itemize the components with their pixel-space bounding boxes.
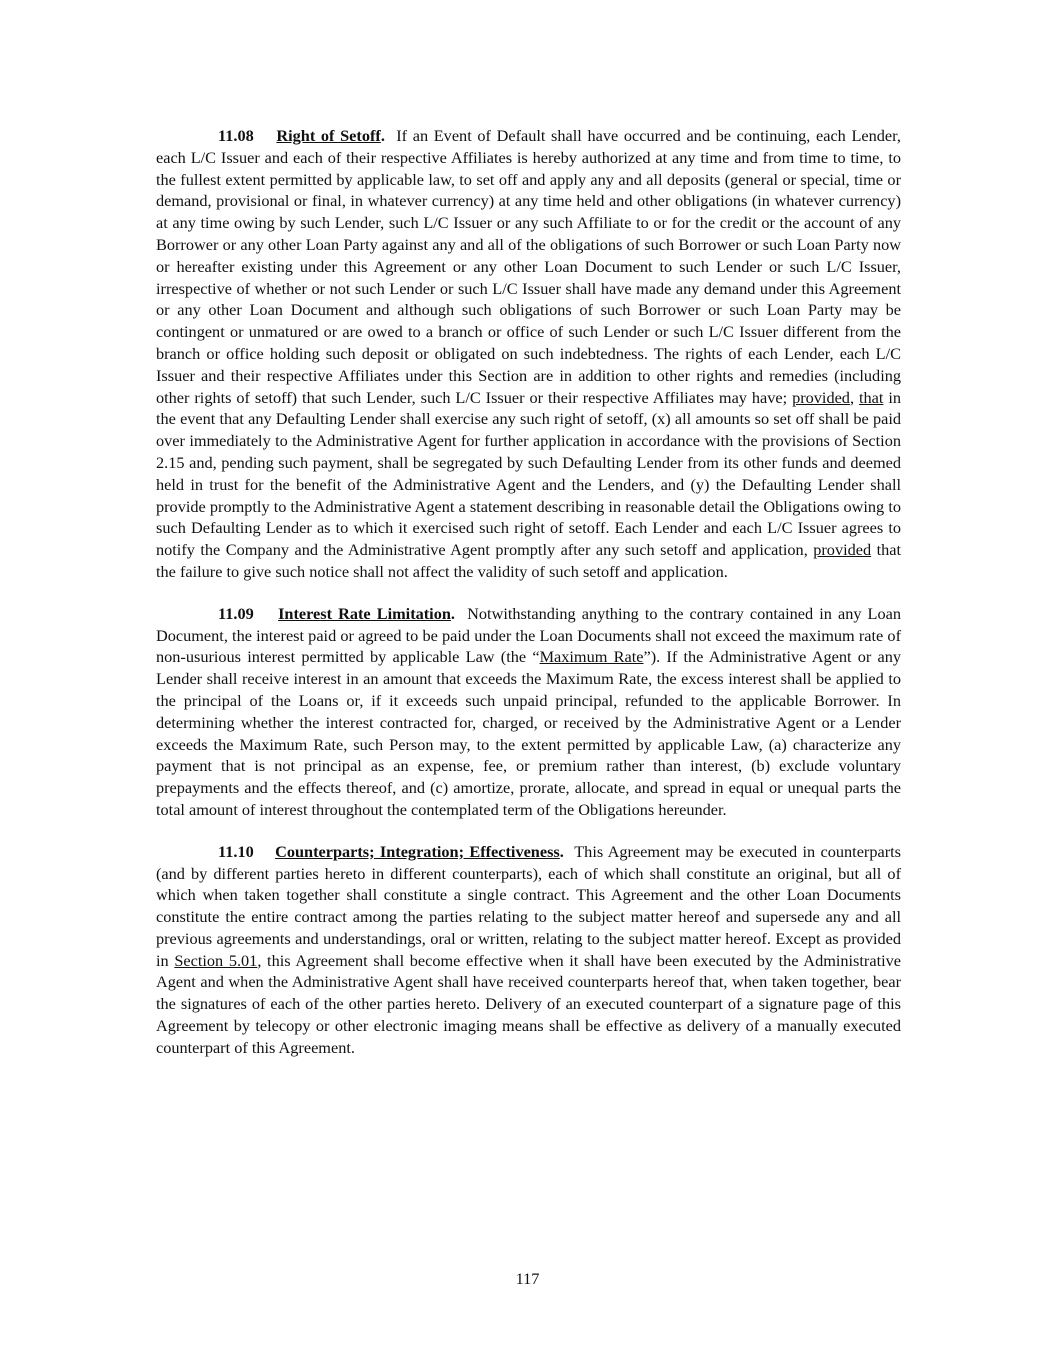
page-body: [156, 125, 901, 1079]
section-heading: Right of Setoff: [276, 126, 381, 145]
defined-term: Maximum Rate: [539, 647, 644, 667]
section-reference: Section 5.01: [174, 950, 258, 970]
section-paragraph: [156, 125, 901, 583]
page-number: 117: [515, 1269, 540, 1288]
section-paragraph: [156, 603, 901, 821]
body-text: in the event that any Defaulting Lender shall exercise any such right of setoff, (x) all amounts so set off shall be paid over immediately to the Administrative Agent for further application in accordance with the provisions of Section 2.15 and, pending such payment, shall be segregated by such Defaulting Lender from its other funds and deemed held in trust for the benefit of the Administrative Agent and the Lenders, and (y) the Defaulting Lender shall provide promptly to the Administrative Agent a statement describing in reasonable detail the Obligations owing to such Defaulting Lender as to which it exercised such right of setoff. Each Lender and each L/C Issuer agrees to notify the Company and the Administrative Agent promptly after any such setoff and application,: [156, 387, 901, 560]
body-text: ,: [849, 387, 859, 407]
section-heading: Counterparts; Integration; Effectiveness: [275, 841, 560, 861]
heading-punctuation: .: [450, 603, 455, 623]
section-paragraph: [156, 841, 901, 1059]
section-11-10: [156, 841, 901, 1059]
underlined-term: that: [858, 387, 884, 407]
body-text: This Agreement may be executed in counterparts (and by different parties hereto in different counterparts), each of which shall constitute an original, but all of which when taken together shall constitute a single contract. This Agreement and the other Loan Documents constitute the entire contract among the parties relating to the subject matter hereof and supersede any and all previous agreements and understandings, oral or written, relating to the subject matter hereof. Except as provided in: [156, 841, 901, 970]
section-heading: Interest Rate Limitation: [278, 603, 451, 623]
underlined-term: provided: [813, 540, 872, 560]
section-11-08: [156, 125, 901, 583]
section-number: 11.10: [218, 841, 254, 861]
section-number: 11.09: [218, 603, 254, 623]
body-text: ”). If the Administrative Agent or any Lender shall receive interest in an amount that exceeds the Maximum Rate, the excess interest shall be applied to the principal of the Loans or, if it exceeds such unpaid principal, refunded to the applicable Borrower. In determining whether the interest contracted for, charged, or received by the Administrative Agent or a Lender exceeds the Maximum Rate, such Person may, to the extent permitted by applicable Law, (a) characterize any payment that is not principal as an expense, fee, or premium rather than interest, (b) exclude voluntary prepayments and the effects thereof, and (c) amortize, prorate, allocate, and spread in equal or unequal parts the total amount of interest throughout the contemplated term of the Obligations hereunder.: [156, 647, 902, 819]
body-text: that the failure to give such notice shall not affect the validity of such setoff and application.: [156, 540, 902, 581]
heading-punctuation: .: [559, 841, 564, 861]
section-number: 11.08: [218, 126, 254, 145]
body-text: , this Agreement shall become effective when it shall have been executed by the Administrative Agent and when the Administrative Agent shall have received counterparts hereof that, when taken together, bear the signatures of each of the other parties hereto. Delivery of an executed counterpart of a signature page of this Agreement by telecopy or other electronic imaging means shall be effective as delivery of a manually executed counterpart of this Agreement.: [156, 950, 901, 1057]
underlined-term: provided: [792, 387, 850, 407]
body-text: Notwithstanding anything to the contrary contained in any Loan Document, the interest paid or agreed to be paid under the Loan Documents shall not exceed the maximum rate of non-usurious interest permitted by applicable Law (the “: [156, 603, 902, 667]
section-11-09: [156, 603, 901, 821]
body-text: If an Event of Default shall have occurred and be continuing, each Lender, each L/C Issuer and each of their respective Affiliates is hereby authorized at any time and from time to time, to the fullest extent permitted by applicable law, to set off and apply any and all deposits (general or special, time or demand, provisional or final, in whatever currency) at any time held and other obligations (in whatever currency) at any time owing by such Lender, such L/C Issuer or any such Affiliate to or for the credit or the account of any Borrower or any other Loan Party against any and all of the obligations of such Borrower or such Loan Party now or hereafter existing under this Agreement or any other Loan Document to such Lender or such L/C Issuer, irrespective of whether or not such Lender or such L/C Issuer shall have made any demand under this Agreement or any other Loan Document and although such obligations of such Borrower or such Loan Party may be contingent or unmatured or are owed to a branch or office of such Lender or such L/C Issuer different from the branch or office holding such deposit or obligated on such indebtedness. The rights of each Lender, each L/C Issuer and their respective Affiliates under this Section are in addition to other rights and remedies (including other rights of setoff) that such Lender, such L/C Issuer or their respective Affiliates may have;: [156, 126, 901, 407]
heading-punctuation: .: [380, 126, 385, 145]
